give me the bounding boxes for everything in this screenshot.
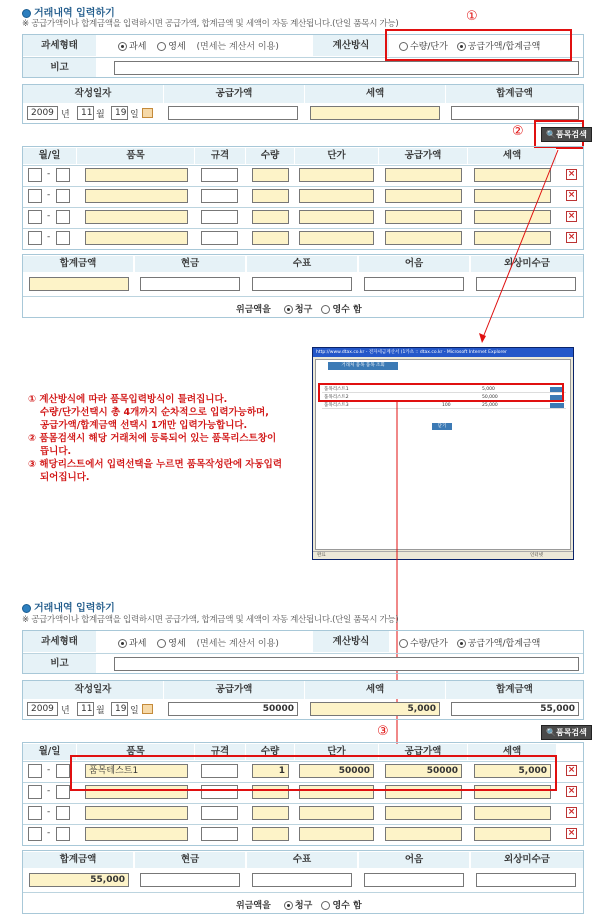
popup-close-button[interactable]: 닫기 bbox=[432, 423, 452, 430]
dash-text: - bbox=[47, 232, 51, 242]
delete-row-x-icon[interactable]: × bbox=[567, 828, 576, 838]
delete-row-x-icon[interactable]: × bbox=[567, 807, 576, 817]
tax-radio-2[interactable] bbox=[118, 639, 127, 648]
cash-input-2[interactable] bbox=[140, 873, 240, 887]
marker-3: ③ bbox=[377, 724, 389, 739]
spec-cell[interactable] bbox=[201, 806, 238, 820]
dash-text: - bbox=[47, 211, 51, 221]
popup-item-name: 품목리스트3 bbox=[324, 403, 349, 408]
popup-header: 거래처 품목 품목 조회 bbox=[328, 362, 398, 370]
tax-cell[interactable] bbox=[474, 806, 551, 820]
popup-item-price: 50,000 bbox=[482, 395, 498, 400]
supply-input-2[interactable]: 50000 bbox=[168, 702, 298, 716]
calc-qty-radio-2[interactable] bbox=[399, 639, 408, 648]
section-title-2: 거래내역 입력하기 bbox=[22, 599, 115, 614]
total-input-2[interactable]: 55,000 bbox=[451, 702, 579, 716]
delete-row-x-icon[interactable]: × bbox=[567, 169, 576, 179]
tax-cell[interactable] bbox=[474, 827, 551, 841]
spec-cell[interactable] bbox=[201, 827, 238, 841]
tax-cell[interactable]: 5,000 bbox=[474, 764, 551, 778]
month-input[interactable]: 11 bbox=[77, 106, 94, 120]
dash-text: - bbox=[47, 190, 51, 200]
delete-row-x-icon[interactable]: × bbox=[567, 190, 576, 200]
sum-total-input-2[interactable]: 55,000 bbox=[29, 873, 129, 887]
popup-title-bar: http://www.dtax.co.kr - 전자세금계산서 (1카츠 :: dtax.co.kr - Microsoft Internet Explorer bbox=[313, 348, 573, 357]
tax-input-2[interactable]: 5,000 bbox=[310, 702, 440, 716]
delete-row-x-icon[interactable]: × bbox=[567, 786, 576, 796]
day-cell[interactable] bbox=[56, 827, 70, 841]
claim-radio-2[interactable] bbox=[284, 901, 293, 910]
supply-header: 공급가액 bbox=[164, 85, 304, 103]
supply-cell[interactable]: 50000 bbox=[385, 764, 462, 778]
day-input[interactable]: 19 bbox=[111, 106, 128, 120]
section-title: 거래내역 입력하기 bbox=[22, 4, 115, 19]
amount-radio-group: 위금액을 청구 영수 함 bbox=[236, 305, 362, 315]
magnifier-icon: 🔍 bbox=[546, 130, 556, 139]
day-cell[interactable] bbox=[56, 785, 70, 799]
tax-header: 세액 bbox=[305, 85, 445, 103]
item-name-cell[interactable] bbox=[85, 806, 188, 820]
check-input-2[interactable] bbox=[252, 873, 352, 887]
calendar-icon[interactable] bbox=[142, 704, 153, 714]
dash-text: - bbox=[47, 828, 51, 838]
supply-cell[interactable] bbox=[385, 827, 462, 841]
day-cell[interactable] bbox=[56, 764, 70, 778]
delete-row-x-icon[interactable]: × bbox=[567, 232, 576, 242]
notice-text-2: ※ 공급가액이나 합계금액을 입력하시면 공급가액, 합계금액 및 세액이 자동 계산됩니다.(단일 품목시 가능) bbox=[22, 615, 399, 625]
dash-text: - bbox=[47, 807, 51, 817]
calc-method-label: 계산방식 bbox=[313, 35, 389, 56]
exempt-radio-2[interactable] bbox=[157, 639, 166, 648]
delete-row-x-icon[interactable]: × bbox=[567, 211, 576, 221]
qty-cell[interactable] bbox=[252, 827, 289, 841]
popup-item-name: 품목리스트2 bbox=[324, 395, 349, 400]
dash-text: - bbox=[47, 786, 51, 796]
tax-type-label: 과세형태 bbox=[23, 35, 96, 56]
delete-row-x-icon[interactable]: × bbox=[567, 765, 576, 775]
month-cell[interactable] bbox=[28, 827, 42, 841]
price-cell[interactable] bbox=[299, 806, 374, 820]
month-input-2[interactable]: 11 bbox=[77, 702, 94, 716]
total-header: 합계금액 bbox=[446, 85, 583, 103]
receipt-radio-2[interactable] bbox=[321, 901, 330, 910]
dash-text: - bbox=[47, 765, 51, 775]
arrow-line-1 bbox=[482, 150, 558, 340]
row-divider bbox=[23, 803, 583, 804]
dash-text: - bbox=[47, 169, 51, 179]
bullet-icon bbox=[22, 604, 31, 613]
remark-label: 비고 bbox=[23, 58, 96, 77]
bill-input-2[interactable] bbox=[364, 873, 464, 887]
month-cell[interactable] bbox=[28, 806, 42, 820]
magnifier-icon: 🔍 bbox=[546, 728, 556, 737]
row-divider bbox=[23, 824, 583, 825]
supply-cell[interactable] bbox=[385, 806, 462, 820]
remark-input-2[interactable] bbox=[114, 657, 579, 671]
popup-item-qty: 100 bbox=[442, 403, 451, 408]
price-cell[interactable] bbox=[299, 827, 374, 841]
price-cell[interactable]: 50000 bbox=[299, 764, 374, 778]
calc-radio-group: 수량/단가 공급가액/합계금액 bbox=[399, 39, 540, 52]
item-search-button[interactable]: 🔍품목검색 bbox=[541, 127, 592, 142]
qty-cell[interactable] bbox=[252, 806, 289, 820]
popup-item-price: 25,000 bbox=[482, 403, 498, 408]
item-name-cell[interactable] bbox=[85, 827, 188, 841]
marker-2: ② bbox=[512, 124, 524, 139]
year-input[interactable]: 2009 bbox=[27, 106, 58, 120]
qty-cell[interactable]: 1 bbox=[252, 764, 289, 778]
day-input-2[interactable]: 19 bbox=[111, 702, 128, 716]
calc-supply-radio-2[interactable] bbox=[457, 639, 466, 648]
day-cell[interactable] bbox=[56, 806, 70, 820]
month-cell[interactable] bbox=[28, 785, 42, 799]
popup-item-price: 5,000 bbox=[482, 387, 495, 392]
marker-1: ① bbox=[466, 9, 478, 24]
item-name-cell[interactable]: 품목테스트1 bbox=[85, 764, 188, 778]
highlight-box-3 bbox=[70, 755, 557, 791]
popup-item-name: 품목리스트1 bbox=[324, 387, 349, 392]
month-cell[interactable] bbox=[28, 764, 42, 778]
item-search-button-2[interactable]: 🔍품목검색 bbox=[541, 725, 592, 740]
arrow-head-1 bbox=[479, 333, 486, 343]
popup-status-bar: 완료 인터넷 bbox=[313, 551, 573, 559]
instructions: ① 계산방식에 따라 품목입력방식이 틀려집니다. 수량/단가선택시 총 4개까지 순차적으로 입력가능하며, 공급가액/합계금액 선택시 1개만 입력가능합니다. ② 품몸검색시 해당 거래처에 등록되어 있는 품목리스트창이 뜹니다. ③ 해당리스트에서 입력선택을 누르면 품목작성란에 자동입력 되어집니다. bbox=[28, 394, 283, 483]
credit-input-2[interactable] bbox=[476, 873, 576, 887]
notice-text: ※ 공급가액이나 합계금액을 입력하시면 공급가액, 합계금액 및 세액이 자동 계산됩니다.(단일 품목시 가능) bbox=[22, 19, 399, 29]
tax-radio-group: 과세 영세 (면세는 계산서 이용) bbox=[118, 39, 279, 52]
date-header: 작성일자 bbox=[23, 85, 163, 103]
year-input-2[interactable]: 2009 bbox=[27, 702, 58, 716]
